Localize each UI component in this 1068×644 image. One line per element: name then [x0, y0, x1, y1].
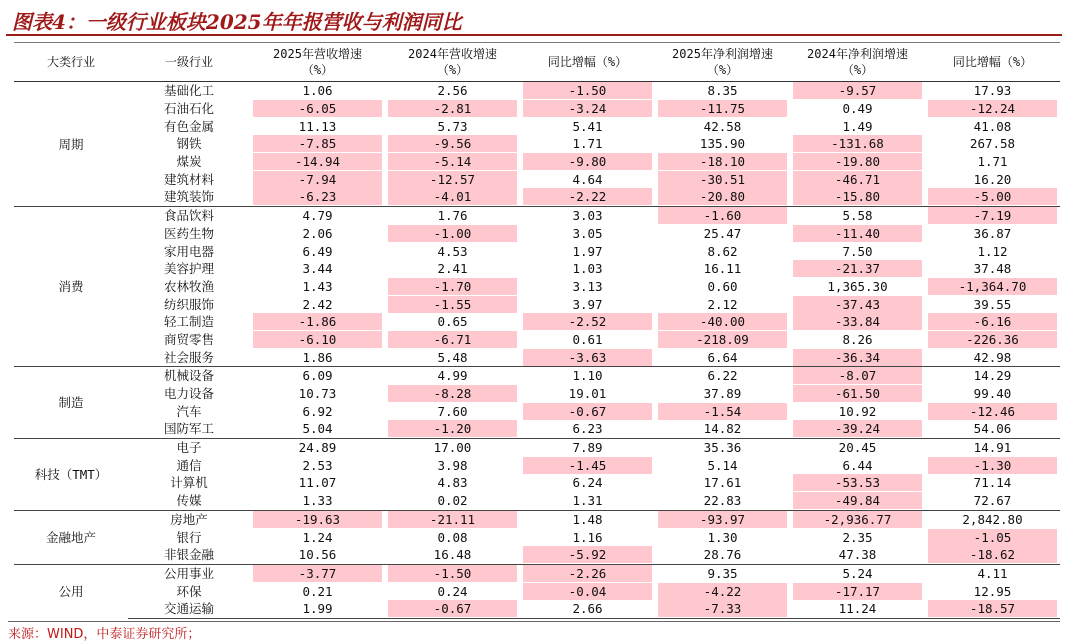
cell-rev-2024: 2.41 [437, 261, 468, 277]
cell-industry: 公用事业 [128, 564, 250, 582]
cell-profit-2024: -53.53 [790, 474, 925, 492]
cell-profit-2024: -19.80 [790, 153, 925, 171]
cell-rev-2025: 6.49 [302, 243, 333, 259]
cell-industry: 建筑装饰 [163, 189, 214, 205]
cell-profit-2024: 1,365.30 [827, 278, 888, 294]
cell-rev-2024: -9.56 [385, 135, 520, 153]
cell-profit-change: -1,364.70 [925, 278, 1060, 296]
cell-rev-2025: 5.04 [302, 421, 333, 437]
table-row [14, 402, 1060, 420]
cell-industry: 有色金属 [163, 118, 214, 134]
header-profit-2025: 2025年净利润增速 （%） [655, 43, 790, 82]
cell-rev-2024: -12.57 [385, 170, 520, 188]
cell-rev-2025: 2.53 [302, 457, 333, 473]
cell-profit-2024: -131.68 [790, 135, 925, 153]
table-row [14, 135, 1060, 153]
cell-profit-change: -1.30 [925, 456, 1060, 474]
cell-industry: 钢铁 [176, 136, 202, 152]
table-row [14, 331, 1060, 349]
cell-profit-change: -12.46 [925, 402, 1060, 420]
cell-rev-2025: 2.06 [302, 225, 333, 241]
source-note: 来源：WIND，中泰证券研究所； [8, 621, 1060, 642]
table-row [14, 313, 1060, 331]
cell-profit-change: -226.36 [925, 331, 1060, 349]
cell-industry: 美容护理 [163, 261, 214, 277]
cell-profit-2024: 47.38 [838, 547, 877, 563]
cell-rev-change: 1.97 [572, 243, 603, 259]
cell-rev-change: -2.26 [520, 564, 655, 582]
cell-rev-change: 6.24 [572, 475, 603, 491]
cell-profit-2025: 22.83 [703, 493, 742, 509]
cell-rev-2024: 2.56 [437, 83, 468, 99]
page-title: 图表4：一级行业板块2025年年报营收与利润同比 [12, 10, 462, 34]
cell-profit-2024: -17.17 [790, 582, 925, 600]
cell-profit-2025: -11.75 [655, 100, 790, 118]
cell-profit-2025: 8.35 [707, 83, 738, 99]
cell-rev-2024: -1.55 [385, 295, 520, 313]
cell-rev-2025: 1.99 [250, 600, 385, 618]
cell-rev-2025: 24.89 [250, 438, 385, 456]
cell-industry: 汽车 [176, 403, 202, 419]
table-row [14, 170, 1060, 188]
group-label: 周期 [58, 136, 84, 152]
cell-rev-change: -3.63 [520, 348, 655, 366]
cell-profit-change: 72.67 [973, 493, 1012, 509]
cell-profit-2025: 6.64 [707, 349, 738, 365]
cell-rev-2025: 1.06 [302, 83, 333, 99]
group-label: 消费 [14, 206, 128, 366]
table-row [14, 188, 1060, 206]
cell-industry: 轻工制造 [163, 314, 214, 330]
cell-profit-change: -6.16 [925, 313, 1060, 331]
cell-profit-2024: -21.37 [790, 260, 925, 278]
cell-rev-2025: 1.86 [302, 349, 333, 365]
cell-profit-2025: 28.76 [703, 547, 742, 563]
cell-profit-2025: 8.62 [707, 243, 738, 259]
cell-profit-change: 42.98 [973, 349, 1012, 365]
cell-profit-change: -18.62 [925, 546, 1060, 564]
cell-rev-change: 7.89 [520, 438, 655, 456]
cell-profit-change: 14.29 [925, 367, 1060, 385]
cell-profit-2024: 5.24 [790, 564, 925, 582]
cell-rev-2024: 7.60 [437, 403, 468, 419]
cell-profit-change: -12.24 [925, 100, 1060, 118]
cell-profit-change: 41.08 [973, 118, 1012, 134]
cell-profit-2024: -46.71 [790, 170, 925, 188]
cell-profit-2025: 2.12 [707, 296, 738, 312]
cell-profit-2025: -30.51 [655, 170, 790, 188]
cell-rev-2024: -5.14 [385, 153, 520, 171]
cell-rev-2024: -0.67 [385, 600, 520, 618]
cell-rev-2025: 1.33 [302, 493, 333, 509]
cell-rev-2025: -14.94 [250, 153, 385, 171]
cell-rev-2025: 6.92 [302, 403, 333, 419]
table-row [14, 456, 1060, 474]
cell-profit-2024: -33.84 [790, 313, 925, 331]
cell-rev-change: 3.97 [572, 296, 603, 312]
table-row [14, 206, 1060, 224]
cell-rev-2024: -21.11 [385, 510, 520, 528]
cell-rev-change: 6.23 [572, 421, 603, 437]
cell-rev-2025: 10.56 [298, 547, 337, 563]
table-row [14, 242, 1060, 260]
cell-profit-2024: 6.44 [842, 457, 873, 473]
cell-profit-2025: 37.89 [703, 386, 742, 402]
cell-rev-2024: -1.20 [385, 420, 520, 438]
header-rev-2025: 2025年营收增速 （%） [250, 43, 385, 82]
table-row [14, 420, 1060, 438]
cell-profit-2025: -20.80 [655, 188, 790, 206]
table-row [14, 600, 1060, 618]
cell-profit-2024: 0.49 [842, 101, 873, 117]
cell-industry: 电子 [128, 438, 250, 456]
cell-rev-2025: 11.13 [298, 118, 337, 134]
header-rev-change: 同比增幅（%） [520, 43, 655, 82]
table-row [14, 582, 1060, 600]
table-body [14, 82, 1060, 619]
cell-rev-2025: 3.44 [302, 261, 333, 277]
table-row [14, 438, 1060, 456]
cell-profit-2024: 1.49 [842, 118, 873, 134]
group-label: 金融地产 [14, 510, 128, 564]
cell-profit-2025: 16.11 [703, 261, 742, 277]
cell-industry: 国防军工 [163, 421, 214, 437]
cell-profit-2024: 8.26 [842, 331, 873, 347]
header-profit-2024: 2024年净利润增速 （%） [790, 43, 925, 82]
cell-rev-change: 5.41 [572, 118, 603, 134]
cell-rev-2024: -1.50 [385, 564, 520, 582]
cell-rev-change: -3.24 [520, 100, 655, 118]
cell-profit-2025: -7.33 [655, 600, 790, 618]
table-row [14, 367, 1060, 385]
cell-rev-2024: -1.70 [385, 278, 520, 296]
cell-rev-2025: 6.09 [250, 367, 385, 385]
cell-rev-2025: -6.23 [250, 188, 385, 206]
cell-rev-change: -1.45 [520, 456, 655, 474]
cell-rev-change: 1.16 [572, 529, 603, 545]
cell-profit-2025: -218.09 [655, 331, 790, 349]
cell-rev-2024: -2.81 [385, 100, 520, 118]
cell-rev-2025: 1.43 [302, 278, 333, 294]
cell-profit-2025: 42.58 [703, 118, 742, 134]
cell-profit-2024: -37.43 [790, 295, 925, 313]
cell-profit-2025: -1.60 [655, 206, 790, 224]
cell-rev-2024: -4.01 [385, 188, 520, 206]
table-row [14, 564, 1060, 582]
cell-profit-2024: 7.50 [842, 243, 873, 259]
cell-rev-change: 0.61 [572, 331, 603, 347]
cell-profit-change: 16.20 [973, 171, 1012, 187]
cell-profit-2024: -15.80 [790, 188, 925, 206]
cell-profit-2025: -93.97 [655, 510, 790, 528]
cell-industry: 计算机 [170, 475, 208, 491]
cell-rev-2024: -1.00 [385, 225, 520, 243]
cell-industry: 传媒 [176, 493, 202, 509]
cell-profit-2025: 25.47 [703, 225, 742, 241]
cell-profit-change: 12.95 [973, 583, 1012, 599]
data-table [14, 42, 1060, 619]
table-row [14, 528, 1060, 546]
cell-profit-2025: 6.22 [655, 367, 790, 385]
cell-profit-2024: -8.07 [790, 367, 925, 385]
cell-rev-2025: -19.63 [250, 510, 385, 528]
cell-profit-change: 17.93 [973, 83, 1012, 99]
table-row [14, 225, 1060, 243]
table-row [14, 492, 1060, 510]
cell-rev-2024: 5.48 [437, 349, 468, 365]
group-label: 公用 [14, 564, 128, 618]
cell-profit-2025: 35.36 [655, 438, 790, 456]
header-rev-2024: 2024年营收增速 （%） [385, 43, 520, 82]
header-industry: 一级行业 [128, 43, 250, 82]
cell-rev-change: 3.05 [572, 225, 603, 241]
cell-profit-2024: 2.35 [842, 529, 873, 545]
cell-industry: 非银金融 [163, 547, 214, 563]
cell-industry: 医药生物 [163, 225, 214, 241]
cell-profit-change: 14.91 [925, 438, 1060, 456]
cell-profit-2024: 11.24 [790, 600, 925, 618]
cell-profit-change: 1.12 [977, 243, 1008, 259]
cell-rev-2025: -6.05 [250, 100, 385, 118]
cell-profit-change: 54.06 [973, 421, 1012, 437]
cell-profit-2025: 14.82 [703, 421, 742, 437]
cell-rev-2024: 4.53 [437, 243, 468, 259]
cell-industry: 煤炭 [176, 154, 202, 170]
table-row [14, 474, 1060, 492]
cell-industry: 食品饮料 [128, 206, 250, 224]
cell-rev-change: 3.13 [572, 278, 603, 294]
cell-rev-2024: 0.65 [437, 314, 468, 330]
table-row [14, 82, 1060, 100]
cell-rev-2024: 16.48 [433, 547, 472, 563]
cell-rev-2025: 11.07 [298, 475, 337, 491]
cell-profit-2024: 5.58 [790, 206, 925, 224]
table-row [14, 278, 1060, 296]
table-row [14, 385, 1060, 403]
cell-rev-2024: 3.98 [437, 457, 468, 473]
cell-industry: 交通运输 [128, 600, 250, 618]
cell-profit-2025: -18.10 [655, 153, 790, 171]
cell-industry: 家用电器 [163, 243, 214, 259]
cell-profit-2025: -40.00 [655, 313, 790, 331]
cell-profit-2025: 9.35 [655, 564, 790, 582]
cell-rev-2025: 1.24 [302, 529, 333, 545]
cell-rev-2025: -7.85 [250, 135, 385, 153]
cell-rev-2025: 0.21 [302, 583, 333, 599]
cell-rev-2024: 17.00 [385, 438, 520, 456]
title-bar [6, 2, 1062, 36]
cell-industry: 商贸零售 [163, 331, 214, 347]
cell-rev-2025: 10.73 [298, 386, 337, 402]
cell-rev-2025: -1.86 [250, 313, 385, 331]
cell-rev-2025: -6.10 [250, 331, 385, 349]
cell-rev-change: 3.03 [520, 206, 655, 224]
cell-rev-2025: 2.42 [302, 296, 333, 312]
cell-industry: 建筑材料 [163, 171, 214, 187]
cell-rev-change: 19.01 [568, 386, 607, 402]
table-row [14, 153, 1060, 171]
cell-profit-2025: 0.60 [707, 278, 738, 294]
cell-profit-change: 37.48 [973, 261, 1012, 277]
cell-profit-change: -1.05 [925, 528, 1060, 546]
cell-profit-2024: -61.50 [790, 385, 925, 403]
cell-profit-change: -5.00 [925, 188, 1060, 206]
cell-industry: 银行 [176, 529, 202, 545]
cell-rev-change: -0.04 [520, 582, 655, 600]
cell-profit-change: 71.14 [973, 475, 1012, 491]
cell-profit-change: 39.55 [973, 296, 1012, 312]
cell-profit-2025: 1.30 [707, 529, 738, 545]
cell-rev-change: 1.31 [572, 493, 603, 509]
table-header [14, 43, 1060, 82]
cell-rev-change: -2.22 [520, 188, 655, 206]
header-profit-change: 同比增幅（%） [925, 43, 1060, 82]
cell-profit-change: 4.11 [925, 564, 1060, 582]
table-row [14, 260, 1060, 278]
cell-rev-2025: -3.77 [250, 564, 385, 582]
cell-rev-2025: -7.94 [250, 170, 385, 188]
cell-profit-change: 2,842.80 [925, 510, 1060, 528]
cell-rev-change: -1.50 [520, 82, 655, 100]
group-label: 科技（TMT） [14, 438, 128, 510]
cell-rev-change: 2.66 [520, 600, 655, 618]
cell-rev-change: -0.67 [520, 402, 655, 420]
cell-profit-2024: -39.24 [790, 420, 925, 438]
cell-industry: 纺织服饰 [163, 296, 214, 312]
cell-rev-change: -9.80 [520, 153, 655, 171]
cell-profit-2024: -11.40 [790, 225, 925, 243]
cell-rev-change: 1.71 [572, 136, 603, 152]
table-row [14, 546, 1060, 564]
cell-rev-2024: 4.99 [385, 367, 520, 385]
cell-industry: 农林牧渔 [163, 278, 214, 294]
cell-rev-2024: 5.73 [437, 118, 468, 134]
cell-profit-2024: 10.92 [838, 403, 877, 419]
cell-rev-2024: 0.08 [437, 529, 468, 545]
table-row [14, 348, 1060, 366]
cell-industry: 环保 [176, 583, 202, 599]
cell-industry: 通信 [176, 457, 202, 473]
cell-profit-2025: 17.61 [703, 475, 742, 491]
cell-profit-2024: -36.34 [790, 348, 925, 366]
cell-profit-2025: 5.14 [707, 457, 738, 473]
table-row [14, 295, 1060, 313]
cell-rev-2024: 0.02 [437, 493, 468, 509]
cell-profit-2024: -49.84 [790, 492, 925, 510]
cell-rev-change: -2.52 [520, 313, 655, 331]
header-category: 大类行业 [14, 43, 128, 82]
cell-profit-2024: -2,936.77 [790, 510, 925, 528]
cell-rev-change: 4.64 [572, 171, 603, 187]
cell-industry: 机械设备 [128, 367, 250, 385]
table-row [14, 100, 1060, 118]
cell-profit-change: -7.19 [925, 206, 1060, 224]
cell-rev-change: 1.10 [520, 367, 655, 385]
cell-rev-change: 1.48 [520, 510, 655, 528]
cell-profit-2024: -9.57 [790, 82, 925, 100]
cell-rev-change: -5.92 [520, 546, 655, 564]
cell-profit-2025: 135.90 [699, 136, 746, 152]
cell-profit-2025: -4.22 [655, 582, 790, 600]
cell-industry: 基础化工 [163, 83, 214, 99]
cell-profit-change: 36.87 [973, 225, 1012, 241]
cell-profit-change: 1.71 [977, 154, 1008, 170]
cell-rev-2024: -8.28 [385, 385, 520, 403]
cell-rev-change: 1.03 [572, 261, 603, 277]
cell-profit-2024: 20.45 [790, 438, 925, 456]
cell-rev-2024: 0.24 [437, 583, 468, 599]
cell-rev-2025: 4.79 [250, 206, 385, 224]
cell-profit-change: 99.40 [973, 386, 1012, 402]
cell-industry: 电力设备 [163, 386, 214, 402]
cell-industry: 社会服务 [163, 349, 214, 365]
cell-industry: 房地产 [128, 510, 250, 528]
cell-industry: 石油石化 [163, 101, 214, 117]
cell-rev-2024: -6.71 [385, 331, 520, 349]
table-row [14, 510, 1060, 528]
cell-rev-2024: 4.83 [437, 475, 468, 491]
cell-profit-2025: -1.54 [655, 402, 790, 420]
table-row [14, 117, 1060, 135]
cell-profit-change: -18.57 [925, 600, 1060, 618]
group-label: 制造 [14, 367, 128, 439]
cell-rev-2024: 1.76 [385, 206, 520, 224]
cell-profit-change: 267.58 [969, 136, 1016, 152]
